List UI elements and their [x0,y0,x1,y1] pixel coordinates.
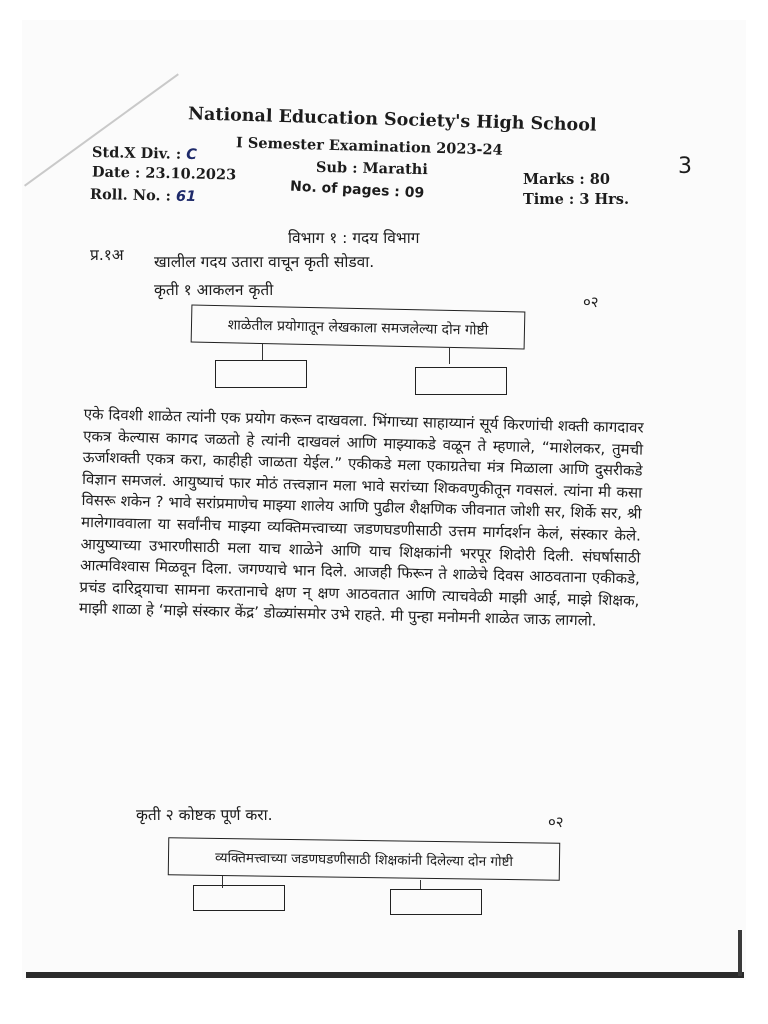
answer-box [390,889,482,915]
roll-number [90,186,197,205]
answer-box [215,360,307,388]
subject: Sub : Marathi [315,158,429,179]
activity1-title: कृती १ आकलन कृती [154,281,274,299]
std-div [92,144,197,163]
question-number: प्र.१अ [90,246,124,264]
activity2-marks: ०२ [548,813,564,831]
activity1-concept-box: शाळेतील प्रयोगातून लेखकाला समजलेल्या दोन गोष्टी [191,305,526,350]
answer-box [193,885,285,911]
paper-right-edge [738,930,742,976]
activity2-concept-box: व्यक्तिमत्त्वाच्या जडणघडणीसाठी शिक्षकांनी दिलेल्या दोन गोष्टी [168,837,560,880]
std-div-value: C [186,146,198,164]
answer-box [415,367,507,395]
date-label: Date : [91,163,146,182]
connector-line [449,348,450,364]
activity1-marks: ०२ [583,293,599,311]
date-value: 23.10.2023 [145,164,237,184]
std-div-label: Std.X Div. : [91,143,182,163]
roll-value: 61 [175,188,197,206]
school-name: National Education Society's High School [187,104,597,136]
activity2-title: कृती २ कोष्टक पूर्ण करा. [136,806,273,824]
roll-label: Roll. No. : [89,185,172,205]
connector-line [262,344,263,360]
passage-text: एके दिवशी शाळेत त्यांनी एक प्रयोग करून दाखवला. भिंगाच्या साहाय्यानं सूर्य किरणांची शक्ती कागदावर एकत्र केल्यास कागद जळतो हे त्यांनी दाखवलं आणि माझ्याकडे वळून ते म्हणाले, “माशेलकर, तुमची ऊर्जाशक्ती एकत्र करा, काहीही जाळता येईल.” एकीकडे मला एकाग्रतेचा मंत्र मिळाला आणि दुसरीकडे विज्ञान समजलं. आयुष्याचं फार मोठं तत्त्वज्ञान मला भावे सरांच्या शिकवणुकीतून गवसलं. त्यांना मी कसा विसरू शकेन ? भावे सरांप्रमाणेच माझ्या शालेय आणि पुढील शैक्षणिक जीवनात जोशी सर, शिर्के सर, श्री मालेगाववाला या सर्वांनीच माझ्या व्यक्तिमत्त्वाच्या जडणघडणीसाठी उत्तम मार्गदर्शन केलं, संस्कार केले. आयुष्याच्या उभारणीसाठी मला याच शाळेने आणि याच शिक्षकांनी भरपूर शिदोरी दिली. संघर्षासाठी आत्मविश्वास मिळवून दिला. जगण्याचे भान दिले. आजही फिरून ते शाळेचे दिवस आठवताना एकीकडे, प्रचंड दारिद्र्याचा सामना करतानाचे क्षण न् क्षण आठवतात आणि त्याचवेळी माझी आई, माझे शिक्षक, माझी शाळा हे ‘माझे संस्कार केंद्र’ डोळ्यांसमोर उभे राहते. मी पुन्हा मनोमनी शाळेत जाऊ लागलो. [78,404,644,630]
exam-time: Time : 3 Hrs. [523,191,630,208]
exam-title: I Semester Examination 2023-24 [235,134,503,159]
page-number: 3 [678,154,692,179]
section-title: विभाग १ : गदय विभाग [288,229,420,247]
page-count: No. of pages : 09 [289,178,425,202]
exam-date [92,163,236,183]
question-text: खालील गदय उतारा वाचून कृती सोडवा. [154,253,375,271]
paper-bottom-edge [26,972,744,978]
total-marks: Marks : 80 [523,171,610,188]
